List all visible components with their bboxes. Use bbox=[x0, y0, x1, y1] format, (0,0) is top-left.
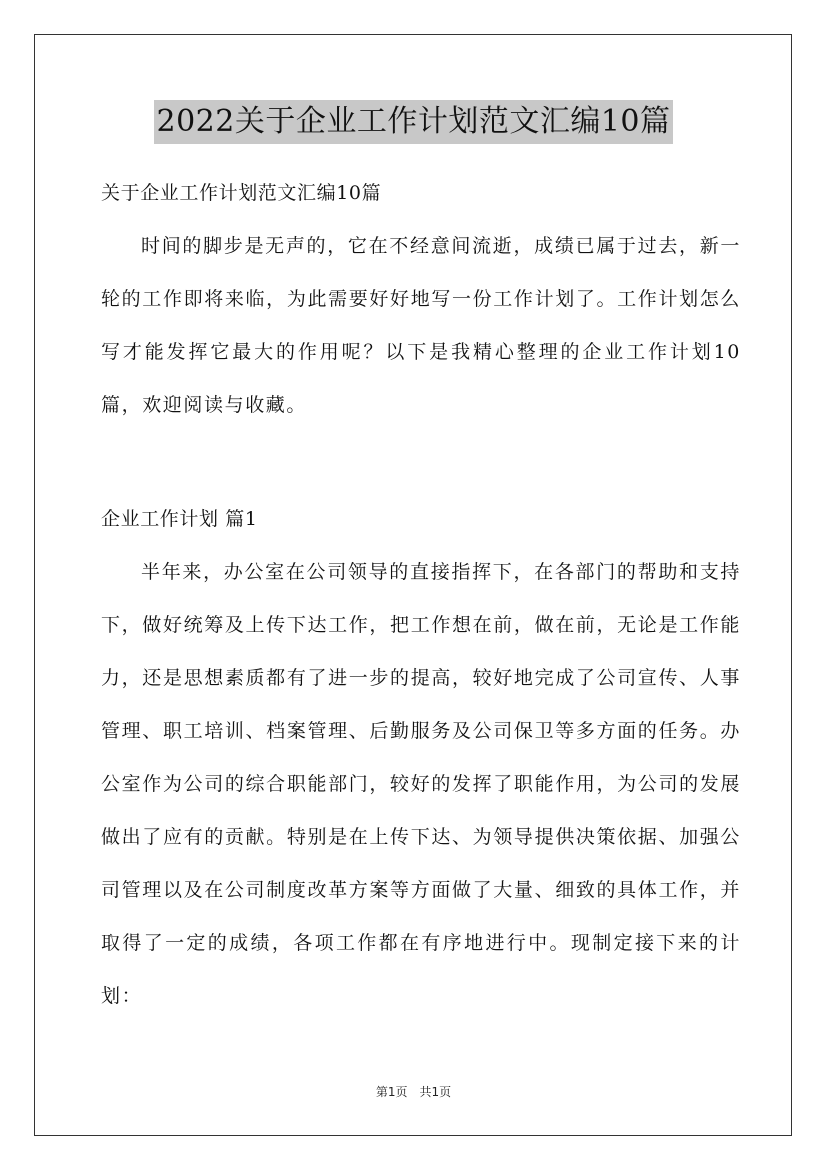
intro-paragraph: 时间的脚步是无声的，它在不经意间流逝，成绩已属于过去，新一轮的工作即将来临，为此需要好好地写一份工作计划了。工作计划怎么写才能发挥它最大的作用呢？以下是我精心整理的企业工作计划10篇，欢迎阅读与收藏。 bbox=[101, 235, 741, 416]
section-heading: 企业工作计划 篇1 bbox=[101, 508, 258, 530]
document-title: 2022关于企业工作计划范文汇编10篇 bbox=[154, 100, 672, 144]
section-body-paragraph: 半年来，办公室在公司领导的直接指挥下，在各部门的帮助和支持下，做好统筹及上传下达工作，把工作想在前，做在前，无论是工作能力，还是思想素质都有了进一步的提高，较好地完成了公司宣传、人事管理、职工培训、档案管理、后勤服务及公司保卫等多方面的任务。办公室作为公司的综合职能部门，较好的发挥了职能作用，为公司的发展做出了应有的贡献。特别是在上传下达、为领导提供决策依据、加强公司管理以及在公司制度改革方案等方面做了大量、细致的具体工作，并取得了一定的成绩，各项工作都在有序地进行中。现制定接下来的计划： bbox=[101, 561, 741, 1007]
page-footer: 第1页 共1页 bbox=[375, 1085, 452, 1099]
title-block bbox=[0, 100, 827, 144]
document-subtitle: 关于企业工作计划范文汇编10篇 bbox=[101, 182, 382, 204]
